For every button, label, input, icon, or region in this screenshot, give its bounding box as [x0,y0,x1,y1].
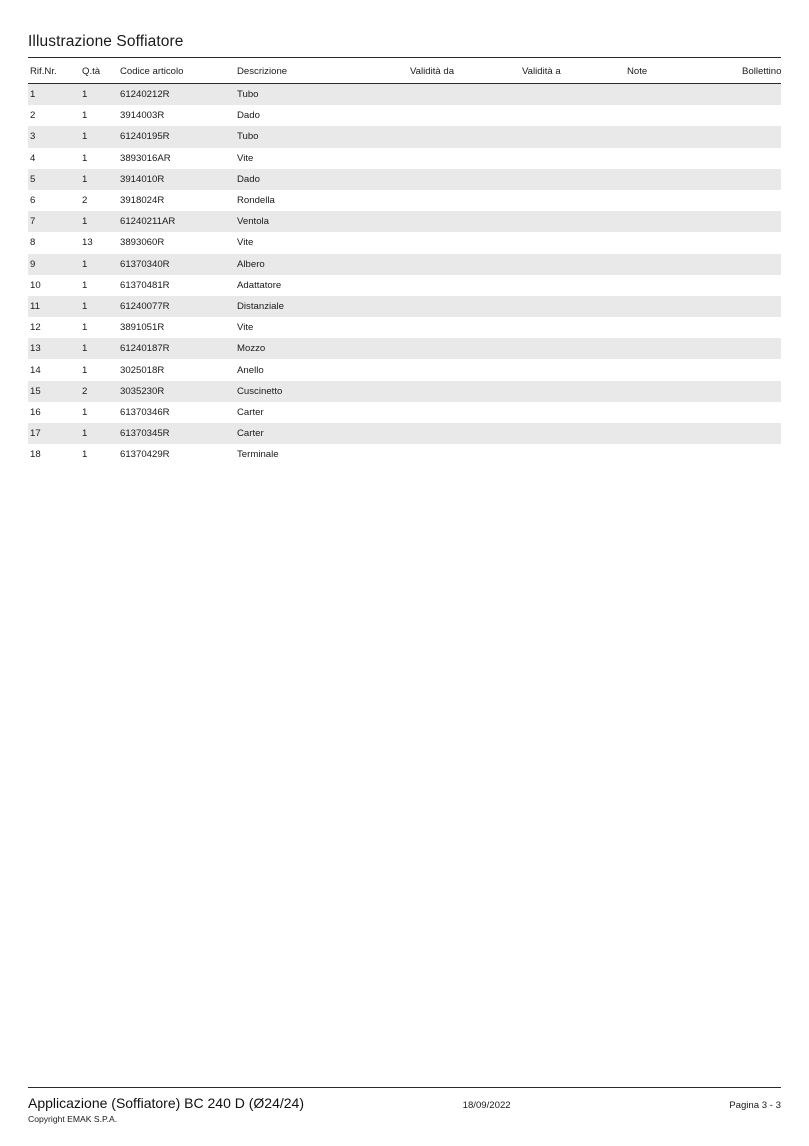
cell-bollettino [742,444,781,465]
cell-validita-da [410,296,522,317]
cell-validita-da [410,444,522,465]
column-header-rif: Rif.Nr. [30,66,57,77]
cell-rif: 4 [30,152,36,164]
cell-bollettino [742,296,781,317]
cell-note [627,254,742,275]
cell-qta: 1 [82,300,88,312]
parts-table [28,58,781,465]
footer-date: 18/09/2022 [462,1100,511,1111]
cell-qta: 1 [82,173,88,185]
cell-descrizione: Cuscinetto [237,385,283,397]
cell-descrizione: Rondella [237,195,275,207]
footer-main-row [28,1095,781,1111]
cell-bollettino [742,402,781,423]
cell-note [627,169,742,190]
cell-qta: 2 [82,195,88,207]
cell-bollettino [742,359,781,380]
table-row [28,254,781,275]
page-footer [28,1087,781,1124]
cell-codice: 3893060R [120,237,165,249]
cell-qta: 1 [82,89,88,101]
cell-codice: 61240195R [120,131,170,143]
table-row [28,444,781,465]
cell-note [627,105,742,126]
table-row [28,317,781,338]
table-header-row [28,58,781,84]
table-row [28,105,781,126]
cell-qta: 1 [82,428,88,440]
cell-validita-da [410,359,522,380]
cell-rif: 3 [30,131,36,143]
cell-qta: 1 [82,258,88,270]
cell-qta: 1 [82,406,88,418]
cell-rif: 14 [30,364,41,376]
cell-descrizione: Vite [237,152,254,164]
table-row [28,275,781,296]
parts-table-body [28,84,781,466]
column-header-validita-da: Validità da [410,66,455,77]
cell-codice: 61370345R [120,428,170,440]
cell-validita-da [410,381,522,402]
cell-bollettino [742,232,781,253]
cell-codice: 3918024R [120,195,165,207]
cell-validita-a [522,359,627,380]
cell-codice: 61240187R [120,343,170,355]
cell-validita-da [410,402,522,423]
table-row [28,190,781,211]
cell-bollettino [742,190,781,211]
cell-codice: 3025018R [120,364,165,376]
cell-descrizione: Carter [237,406,264,418]
cell-descrizione: Mozzo [237,343,266,355]
page-title: Illustrazione Soffiatore [28,33,184,50]
cell-rif: 8 [30,237,36,249]
cell-descrizione: Vite [237,237,254,249]
column-header-codice: Codice articolo [120,66,184,77]
cell-validita-a [522,169,627,190]
cell-validita-a [522,84,627,106]
cell-validita-da [410,211,522,232]
footer-page-number: Pagina 3 - 3 [729,1100,781,1111]
table-row [28,148,781,169]
column-header-validita-a: Validità a [522,66,561,77]
cell-codice: 61370340R [120,258,170,270]
footer-copyright: Copyright EMAK S.P.A. [28,1114,118,1124]
cell-validita-a [522,338,627,359]
cell-validita-da [410,317,522,338]
column-header-descrizione: Descrizione [237,66,288,77]
cell-validita-a [522,148,627,169]
cell-qta: 1 [82,449,88,461]
cell-descrizione: Distanziale [237,300,284,312]
cell-validita-a [522,275,627,296]
cell-rif: 9 [30,258,36,270]
cell-descrizione: Vite [237,322,254,334]
cell-qta: 1 [82,152,88,164]
cell-rif: 17 [30,428,41,440]
cell-descrizione: Dado [237,110,260,122]
cell-note [627,317,742,338]
cell-bollettino [742,105,781,126]
cell-rif: 15 [30,385,41,397]
table-row [28,359,781,380]
cell-validita-a [522,317,627,338]
parts-table-header [28,58,781,84]
table-row [28,126,781,147]
cell-rif: 2 [30,110,36,122]
cell-codice: 61370429R [120,449,170,461]
cell-bollettino [742,381,781,402]
cell-codice: 3891051R [120,322,165,334]
cell-qta: 13 [82,237,93,249]
footer-application: Applicazione (Soffiatore) BC 240 D (Ø24/24) [28,1095,304,1111]
cell-codice: 61370346R [120,406,170,418]
cell-validita-da [410,232,522,253]
cell-validita-da [410,423,522,444]
cell-codice: 61240077R [120,300,170,312]
cell-note [627,275,742,296]
cell-descrizione: Anello [237,364,264,376]
cell-descrizione: Adattatore [237,279,282,291]
cell-note [627,444,742,465]
cell-codice: 61370481R [120,279,170,291]
cell-qta: 1 [82,364,88,376]
cell-note [627,359,742,380]
cell-note [627,211,742,232]
cell-rif: 11 [30,300,40,312]
cell-rif: 10 [30,279,41,291]
cell-validita-da [410,148,522,169]
cell-rif: 12 [30,322,41,334]
cell-bollettino [742,169,781,190]
cell-validita-a [522,254,627,275]
table-row [28,402,781,423]
cell-codice: 61240211AR [120,216,176,228]
cell-codice: 3893016AR [120,152,171,164]
cell-note [627,84,742,106]
cell-codice: 3035230R [120,385,165,397]
cell-note [627,423,742,444]
cell-qta: 1 [82,322,88,334]
column-header-bollettino: Bollettino [742,66,782,77]
cell-validita-a [522,381,627,402]
cell-validita-a [522,232,627,253]
column-header-qta: Q.tà [82,66,101,77]
column-header-note: Note [627,66,648,77]
cell-descrizione: Terminale [237,449,279,461]
cell-descrizione: Albero [237,258,265,270]
cell-descrizione: Tubo [237,89,259,101]
cell-bollettino [742,211,781,232]
cell-validita-da [410,275,522,296]
cell-qta: 1 [82,343,88,355]
table-row [28,423,781,444]
cell-validita-a [522,126,627,147]
cell-validita-da [410,254,522,275]
cell-validita-da [410,190,522,211]
table-row [28,169,781,190]
cell-bollettino [742,148,781,169]
cell-rif: 6 [30,195,36,207]
cell-qta: 1 [82,131,88,143]
cell-rif: 18 [30,449,41,461]
cell-note [627,338,742,359]
table-row [28,232,781,253]
cell-rif: 1 [30,89,36,101]
cell-note [627,190,742,211]
cell-qta: 2 [82,385,88,397]
cell-rif: 13 [30,343,41,355]
cell-codice: 61240212R [120,89,170,101]
cell-note [627,402,742,423]
cell-bollettino [742,126,781,147]
cell-validita-a [522,190,627,211]
cell-qta: 1 [82,216,88,228]
cell-bollettino [742,317,781,338]
cell-bollettino [742,275,781,296]
table-row [28,338,781,359]
cell-validita-da [410,105,522,126]
cell-validita-a [522,296,627,317]
table-row [28,296,781,317]
table-row [28,84,781,106]
table-row [28,381,781,402]
cell-note [627,296,742,317]
cell-validita-da [410,338,522,359]
cell-qta: 1 [82,110,88,122]
cell-note [627,148,742,169]
cell-bollettino [742,338,781,359]
cell-rif: 5 [30,173,36,185]
footer-divider [28,1087,781,1088]
cell-descrizione: Carter [237,428,264,440]
table-row [28,211,781,232]
cell-validita-a [522,444,627,465]
cell-validita-a [522,105,627,126]
cell-note [627,126,742,147]
cell-validita-a [522,211,627,232]
cell-validita-da [410,84,522,106]
cell-note [627,381,742,402]
cell-bollettino [742,84,781,106]
cell-validita-da [410,169,522,190]
cell-descrizione: Dado [237,173,260,185]
cell-codice: 3914010R [120,173,165,185]
cell-rif: 16 [30,406,41,418]
cell-bollettino [742,254,781,275]
cell-qta: 1 [82,279,88,291]
cell-descrizione: Tubo [237,131,259,143]
cell-descrizione: Ventola [237,216,270,228]
cell-rif: 7 [30,216,36,228]
cell-note [627,232,742,253]
cell-bollettino [742,423,781,444]
cell-validita-da [410,126,522,147]
cell-validita-a [522,423,627,444]
cell-validita-a [522,402,627,423]
cell-codice: 3914003R [120,110,165,122]
